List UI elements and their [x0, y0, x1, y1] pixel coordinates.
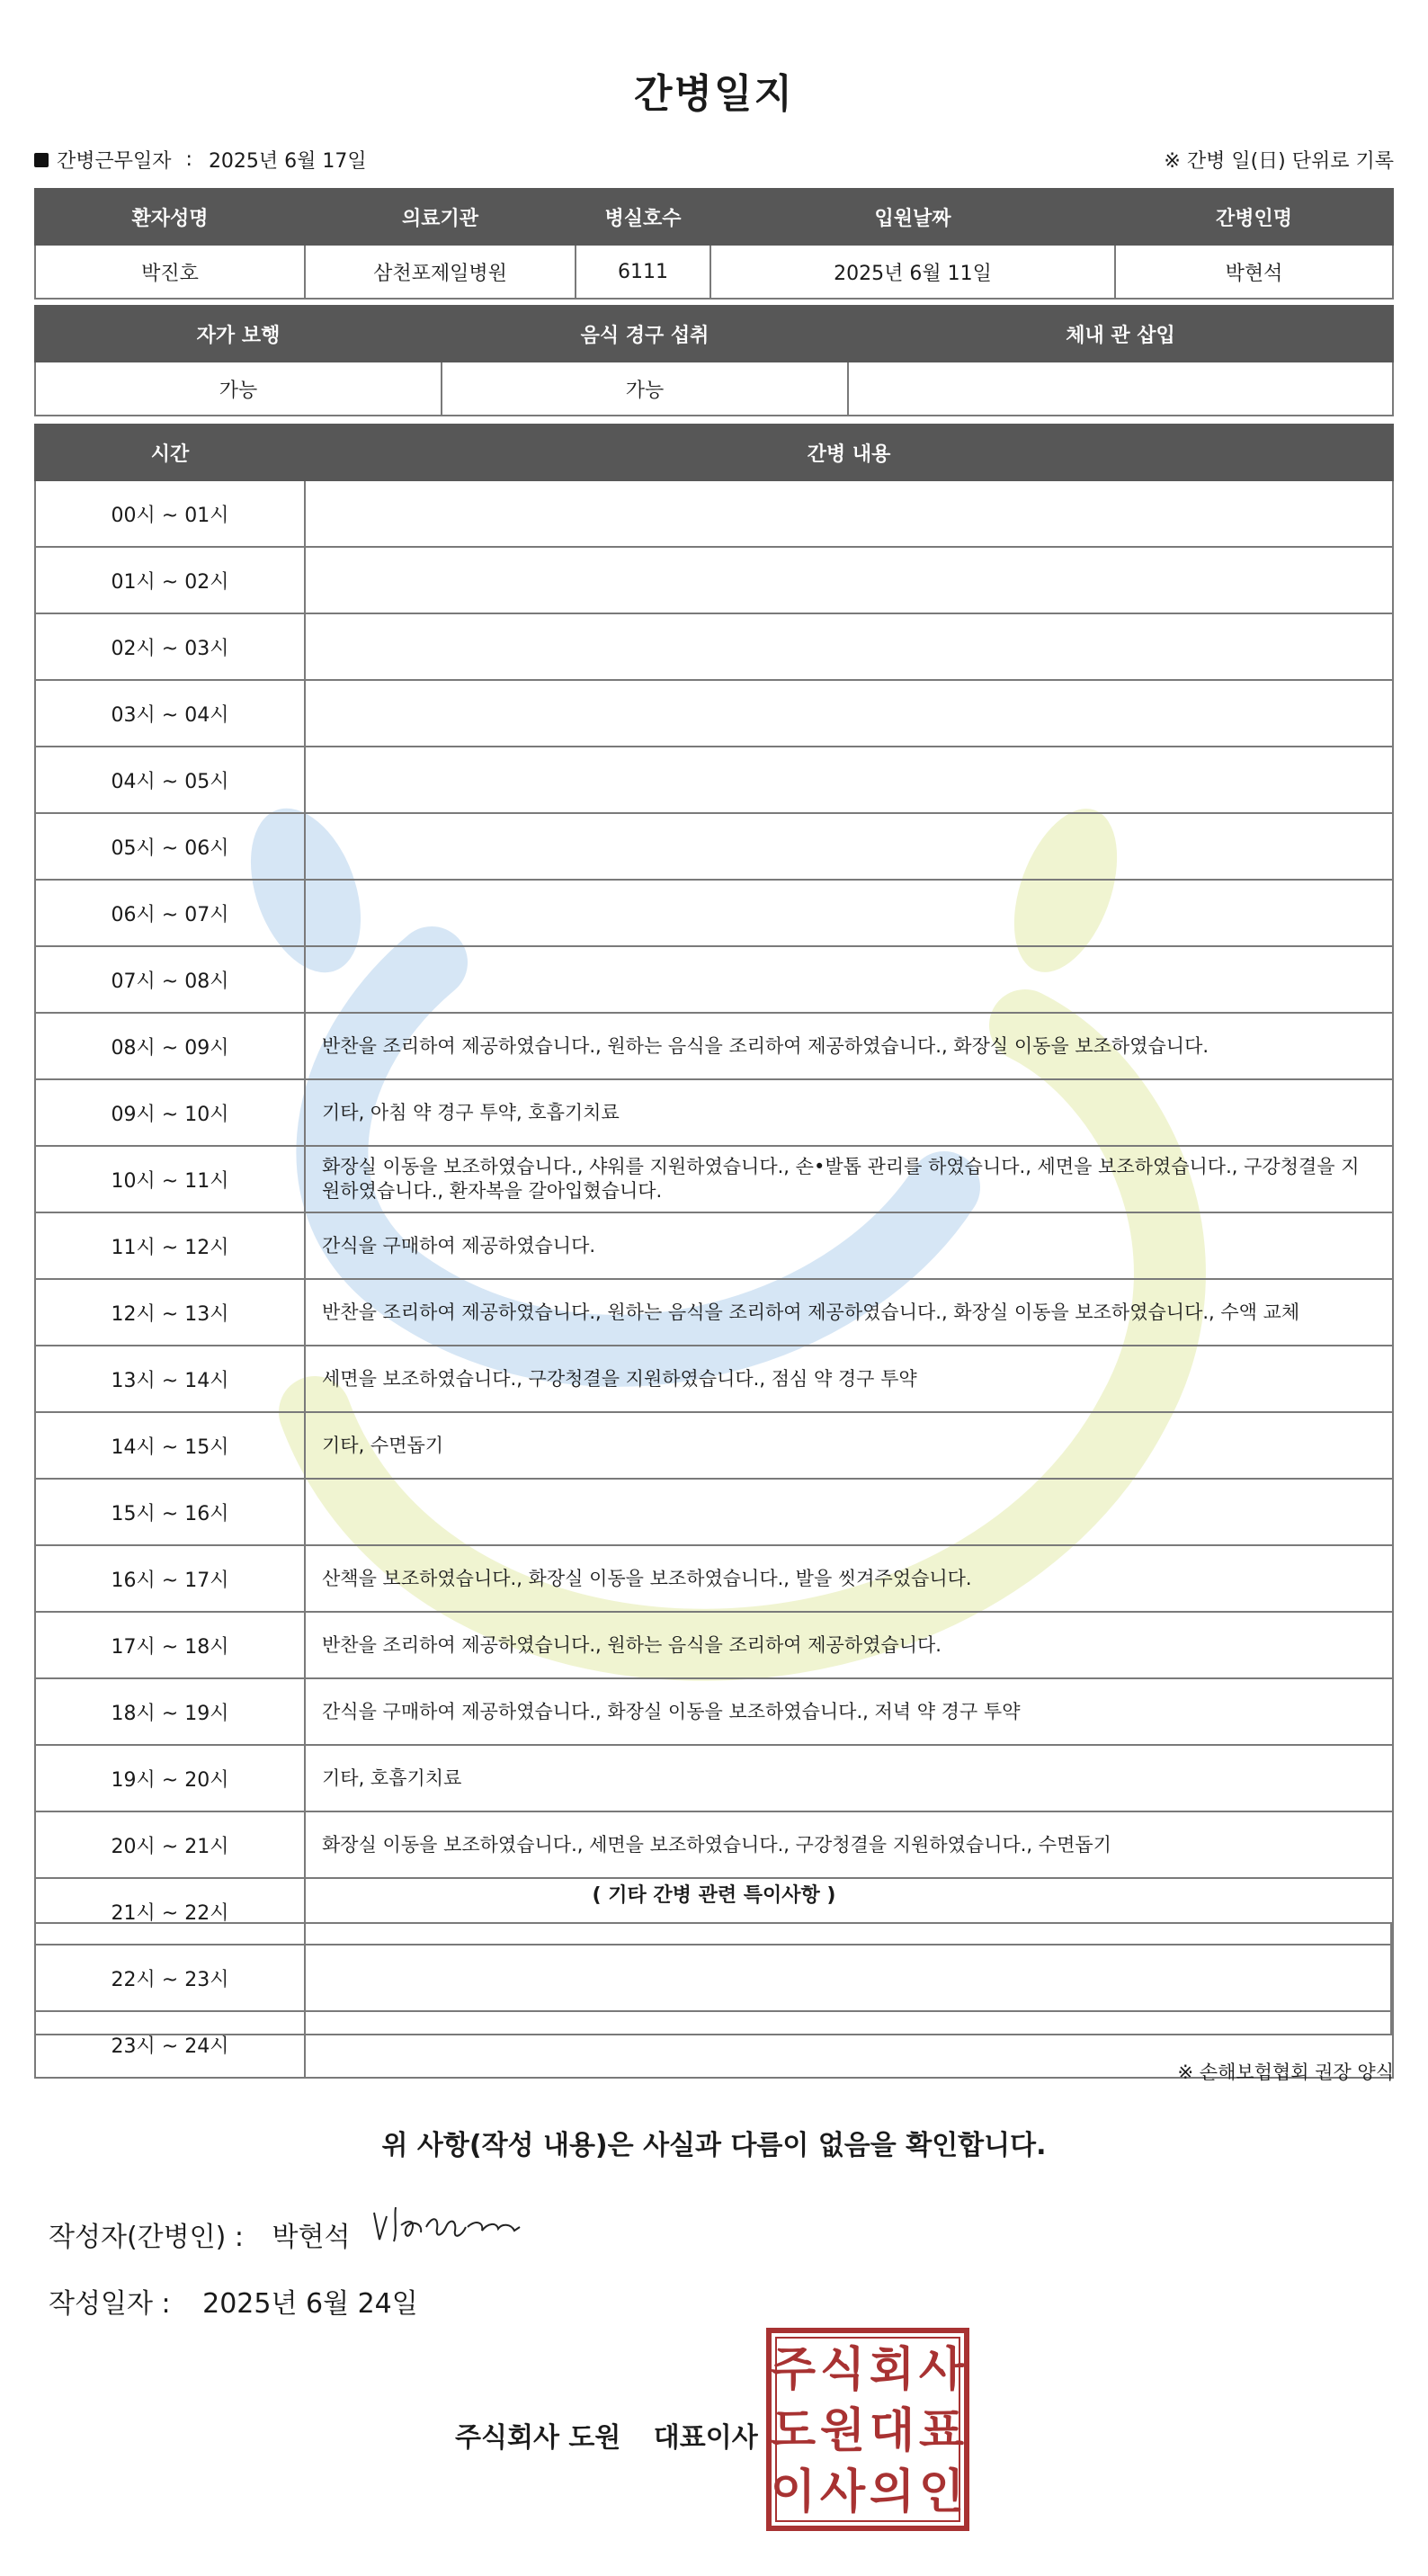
care-note: 반찬을 조리하여 제공하였습니다., 원하는 음식을 조리하여 제공하였습니다., 화장실 이동을 보조하였습니다., 수액 교체 [305, 1279, 1393, 1346]
confirmation-statement: 위 사항(작성 내용)은 사실과 다름이 없음을 확인합니다. [381, 2130, 1047, 2161]
header-room-number: 병실호수 [576, 189, 710, 245]
time-slot: 23시 ~ 24시 [35, 2011, 305, 2078]
care-note: 기타, 호흡기치료 [305, 1745, 1393, 1811]
header-hospital: 의료기관 [305, 189, 576, 245]
oral-intake-value: 가능 [442, 362, 848, 416]
care-note: 간식을 구매하여 제공하였습니다. [305, 1212, 1393, 1279]
table-row [35, 680, 1393, 747]
caregiver-name: 박현석 [1115, 245, 1393, 299]
care-note [305, 480, 1393, 547]
table-row [35, 880, 1393, 946]
time-slot: 01시 ~ 02시 [35, 547, 305, 613]
time-slot: 08시 ~ 09시 [35, 1013, 305, 1079]
hospital-name: 삼천포제일병원 [305, 245, 576, 299]
seal-character: 도 [770, 2404, 817, 2458]
table-row [35, 1479, 1393, 1545]
work-date-value: 2025년 6월 17일 [208, 150, 367, 173]
header-oral-intake: 음식 경구 섭취 [442, 306, 848, 362]
care-note [305, 813, 1393, 880]
care-log-header-row [35, 425, 1393, 480]
table-row [35, 747, 1393, 813]
care-note: 반찬을 조리하여 제공하였습니다., 원하는 음식을 조리하여 제공하였습니다. [305, 1612, 1393, 1678]
seal-character: 식 [819, 2343, 866, 2397]
time-slot: 05시 ~ 06시 [35, 813, 305, 880]
time-slot: 19시 ~ 20시 [35, 1745, 305, 1811]
care-note [305, 680, 1393, 747]
self-walking-value: 가능 [35, 362, 442, 416]
record-unit-note: ※ 간병 일(日) 단위로 기록 [1164, 150, 1394, 173]
patient-ability-table [34, 305, 1394, 416]
header-care-content: 간병 내용 [305, 425, 1393, 480]
table-row [35, 1079, 1393, 1146]
table-row [35, 613, 1393, 680]
company-line [455, 2415, 758, 2455]
admission-date: 2025년 6월 11일 [710, 245, 1115, 299]
time-slot: 11시 ~ 12시 [35, 1212, 305, 1279]
care-log-table [34, 424, 1394, 2079]
seal-character: 사 [819, 2465, 866, 2519]
patient-name: 박진호 [35, 245, 305, 299]
ability-header-row [35, 306, 1393, 362]
care-note: 화장실 이동을 보조하였습니다., 샤워를 지원하였습니다., 손•발톱 관리를 하였습니다., 세면을 보조하였습니다., 구강청결을 지원하였습니다., 환자복을 갈아입혔습니다. [305, 1146, 1393, 1212]
remarks-box [34, 1922, 1392, 2035]
header-admission-date: 입원날짜 [710, 189, 1115, 245]
table-row [35, 1612, 1393, 1678]
care-note [305, 547, 1393, 613]
time-slot: 20시 ~ 21시 [35, 1811, 305, 1878]
patient-info-value-row [35, 245, 1393, 299]
care-note [305, 613, 1393, 680]
table-row [35, 1212, 1393, 1279]
table-row [35, 813, 1393, 880]
company-seal-stamp [766, 2328, 969, 2531]
table-row [35, 1346, 1393, 1412]
seal-character: 주 [770, 2343, 817, 2397]
table-row [35, 1013, 1393, 1079]
time-slot: 13시 ~ 14시 [35, 1346, 305, 1412]
header-patient-name: 환자성명 [35, 189, 305, 245]
company-title: 대표이사 [653, 2422, 758, 2454]
time-slot: 14시 ~ 15시 [35, 1412, 305, 1479]
work-date [34, 146, 367, 174]
seal-character: 인 [918, 2465, 965, 2519]
table-row [35, 1412, 1393, 1479]
handwritten-signature [367, 2200, 529, 2252]
patient-info-header-row [35, 189, 1393, 245]
care-note: 화장실 이동을 보조하였습니다., 세면을 보조하였습니다., 구강청결을 지원하였습니다., 수면돕기 [305, 1811, 1393, 1878]
time-slot: 17시 ~ 18시 [35, 1612, 305, 1678]
author-line [49, 2214, 350, 2254]
work-date-label: 간병근무일자 [57, 150, 172, 173]
table-row [35, 1811, 1393, 1878]
seal-character: 사 [918, 2343, 965, 2397]
bullet-square-icon [34, 153, 49, 167]
seal-character: 의 [869, 2465, 915, 2519]
seal-character: 대 [869, 2404, 915, 2458]
document-title: 간병일지 [633, 71, 794, 117]
company-name: 주식회사 도원 [455, 2422, 621, 2454]
work-date-separator: : [185, 148, 192, 171]
time-slot: 00시 ~ 01시 [35, 480, 305, 547]
written-date-value: 2025년 6월 24일 [202, 2288, 418, 2320]
time-slot: 16시 ~ 17시 [35, 1545, 305, 1612]
time-slot: 04시 ~ 05시 [35, 747, 305, 813]
care-note [305, 747, 1393, 813]
time-slot: 06시 ~ 07시 [35, 880, 305, 946]
header-self-walking: 자가 보행 [35, 306, 442, 362]
care-note [305, 1479, 1393, 1545]
care-note [305, 880, 1393, 946]
seal-character: 회 [869, 2343, 915, 2397]
author-name: 박현석 [272, 2222, 351, 2253]
time-slot: 07시 ~ 08시 [35, 946, 305, 1013]
time-slot: 22시 ~ 23시 [35, 1945, 305, 2011]
header-tube-insertion: 체내 관 삽입 [848, 306, 1393, 362]
seal-character: 표 [918, 2404, 965, 2458]
written-date-line [49, 2281, 418, 2321]
time-slot: 12시 ~ 13시 [35, 1279, 305, 1346]
table-row [35, 547, 1393, 613]
care-note: 기타, 수면돕기 [305, 1412, 1393, 1479]
time-slot: 02시 ~ 03시 [35, 613, 305, 680]
table-row [35, 480, 1393, 547]
time-slot: 15시 ~ 16시 [35, 1479, 305, 1545]
tube-insertion-value [848, 362, 1393, 416]
care-note: 산책을 보조하였습니다., 화장실 이동을 보조하였습니다., 발을 씻겨주었습니다. [305, 1545, 1393, 1612]
table-row [35, 1545, 1393, 1612]
care-note [305, 946, 1393, 1013]
remarks-title: ( 기타 간병 관련 특이사항 ) [592, 1884, 836, 1907]
table-row [35, 1745, 1393, 1811]
time-slot: 10시 ~ 11시 [35, 1146, 305, 1212]
table-row [35, 1146, 1393, 1212]
time-slot: 18시 ~ 19시 [35, 1678, 305, 1745]
seal-character: 원 [819, 2404, 866, 2458]
ability-value-row [35, 362, 1393, 416]
time-slot: 09시 ~ 10시 [35, 1079, 305, 1146]
care-note: 간식을 구매하여 제공하였습니다., 화장실 이동을 보조하였습니다., 저녁 약 경구 투약 [305, 1678, 1393, 1745]
patient-info-table [34, 188, 1394, 300]
care-log-body [35, 480, 1393, 2078]
seal-character: 이 [770, 2465, 817, 2519]
care-note: 기타, 아침 약 경구 투약, 호흡기치료 [305, 1079, 1393, 1146]
room-number: 6111 [576, 245, 710, 299]
table-row [35, 1279, 1393, 1346]
care-note: 반찬을 조리하여 제공하였습니다., 원하는 음식을 조리하여 제공하였습니다., 화장실 이동을 보조하였습니다. [305, 1013, 1393, 1079]
header-time: 시간 [35, 425, 305, 480]
time-slot: 03시 ~ 04시 [35, 680, 305, 747]
header-caregiver-name: 간병인명 [1115, 189, 1393, 245]
written-date-label: 작성일자 : [49, 2288, 171, 2320]
care-note: 세면을 보조하였습니다., 구강청결을 지원하였습니다., 점심 약 경구 투약 [305, 1346, 1393, 1412]
time-slot: 21시 ~ 22시 [35, 1878, 305, 1945]
author-label: 작성자(간병인) : [49, 2222, 244, 2253]
table-row [35, 946, 1393, 1013]
table-row [35, 1678, 1393, 1745]
form-source-note: ※ 손해보험협회 권장 양식 [1177, 2062, 1394, 2083]
